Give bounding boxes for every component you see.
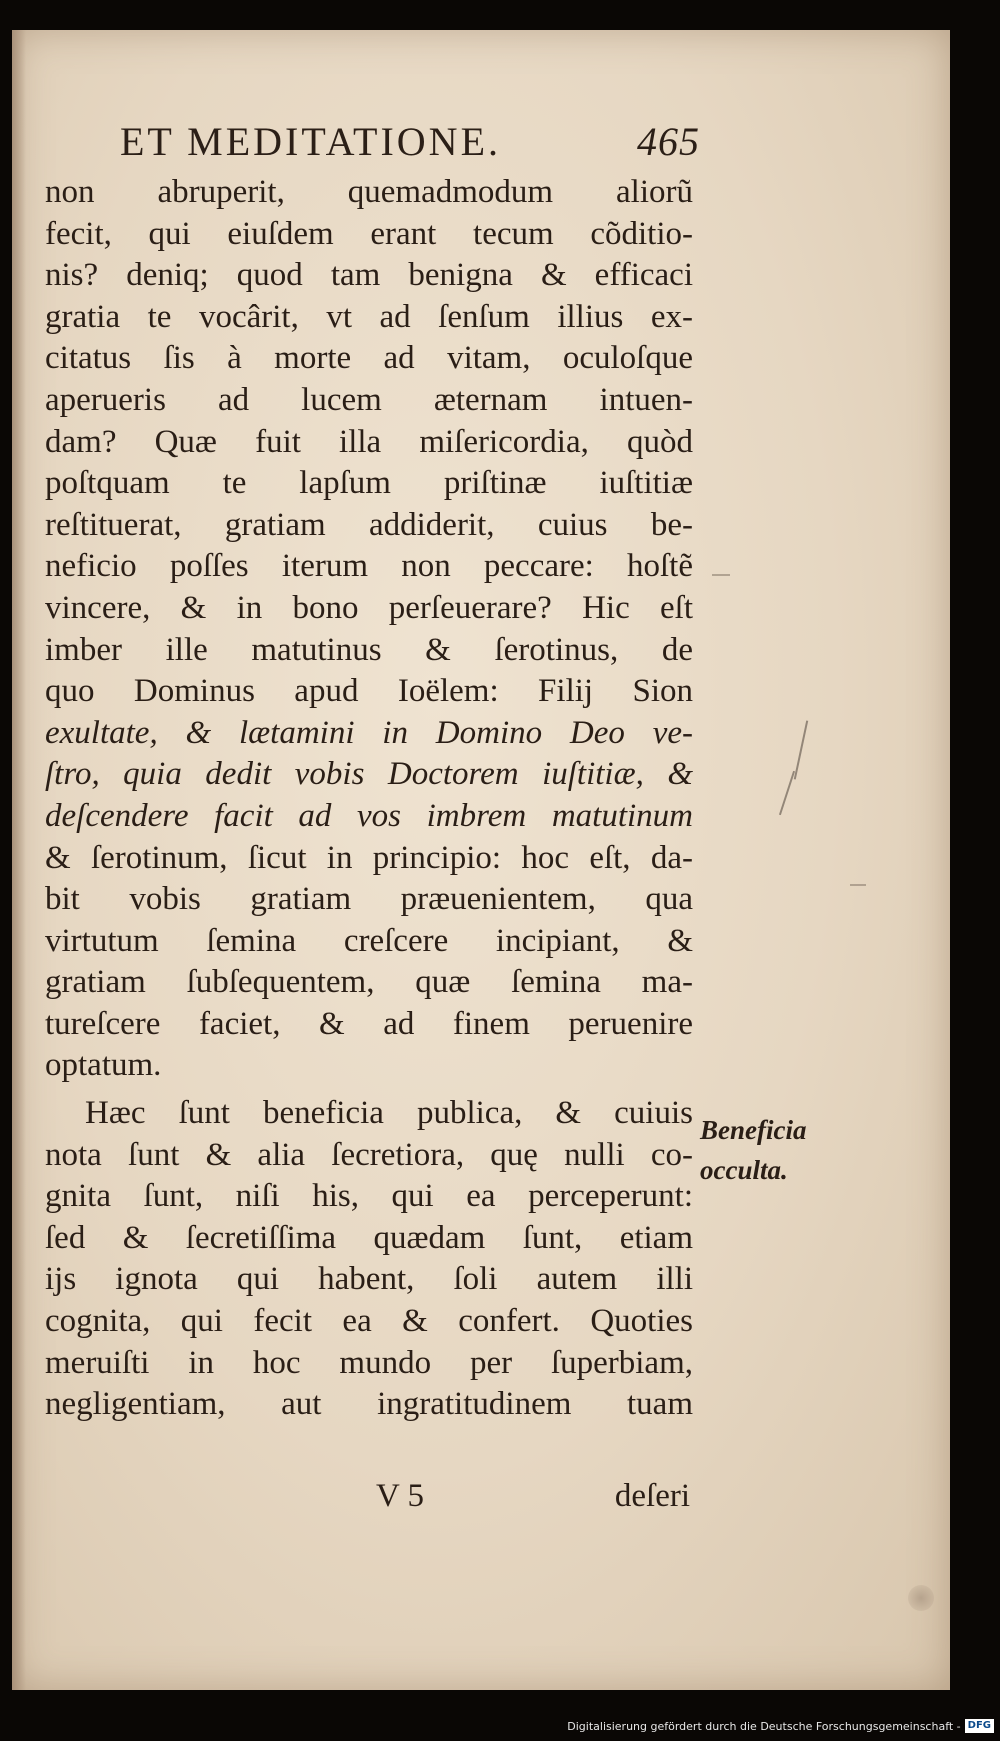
text-line: imber ille matutinus & ſerotinus, de bbox=[45, 631, 693, 668]
text-line: vincere, & in bono perſeuerare? Hic eſt bbox=[45, 589, 693, 626]
text-line: bit vobis gratiam præuenientem, qua bbox=[45, 881, 693, 918]
digitization-credit bbox=[567, 1715, 994, 1737]
text-line: meruiſti in hoc mundo per ſuperbiam, bbox=[45, 1344, 693, 1381]
body-text bbox=[45, 172, 693, 1426]
text-line: aperueris ad lucem æternam intuen- bbox=[45, 381, 693, 418]
pencil-dash-mark bbox=[850, 884, 866, 886]
page-stain bbox=[908, 1585, 934, 1611]
text-line: ijs ignota qui habent, ſoli autem illi bbox=[45, 1261, 693, 1298]
pencil-dash-mark bbox=[712, 574, 730, 576]
marginal-note-line: occulta. bbox=[700, 1155, 788, 1185]
text-line: gratia te vocârit, vt ad ſenſum illius ex- bbox=[45, 298, 693, 335]
text-line: neficio poſſes iterum non peccare: hoſtẽ bbox=[45, 548, 693, 585]
text-line-quotation: deſcendere facit ad vos imbrem matutinum bbox=[45, 797, 693, 834]
credit-text: Digitalisierung gefördert durch die Deutsche Forschungsgemeinschaft - bbox=[567, 1719, 961, 1733]
text-line: cognita, qui fecit ea & confert. Quoties bbox=[45, 1303, 693, 1340]
signature-mark: V 5 bbox=[376, 1478, 424, 1514]
text-line: gnita ſunt, niſi his, qui ea perceperunt: bbox=[45, 1178, 693, 1215]
page-gutter-shadow bbox=[12, 30, 26, 1690]
text-line: tureſcere faciet, & ad finem peruenire bbox=[45, 1005, 693, 1042]
text-line: virtutum ſemina creſcere incipiant, & bbox=[45, 922, 693, 959]
text-line: negligentiam, aut ingratitudinem tuam bbox=[45, 1386, 693, 1423]
text-line-quotation: ſtro, quia dedit vobis Doctorem iuſtitiæ, & bbox=[45, 756, 693, 793]
running-head bbox=[120, 118, 700, 165]
text-line: optatum. bbox=[45, 1047, 162, 1084]
text-line: non abruperit, quemadmodum aliorũ bbox=[45, 174, 693, 210]
text-line: gratiam ſubſequentem, quæ ſemina ma- bbox=[45, 964, 693, 1001]
text-line: poſtquam te lapſum priſtinæ iuſtitiæ bbox=[45, 465, 693, 502]
text-line: quo Dominus apud Ioëlem: Filij Sion bbox=[45, 673, 693, 710]
text-line: dam? Quæ fuit illa miſericordia, quòd bbox=[45, 423, 693, 460]
text-line: & ſerotinum, ſicut in principio: hoc eſt, da- bbox=[45, 839, 693, 876]
text-line: nota ſunt & alia ſecretiora, quę nulli co- bbox=[45, 1136, 693, 1173]
text-line: reſtituerat, gratiam addiderit, cuius be- bbox=[45, 506, 693, 543]
catchword: deſeri bbox=[614, 1478, 690, 1514]
text-line-quotation: exultate, & lætamini in Domino Deo ve- bbox=[45, 714, 693, 751]
text-line-paragraph-start: Hæc ſunt beneficia publica, & cuiuis bbox=[85, 1095, 693, 1132]
text-line: nis? deniq; quod tam benigna & efficaci bbox=[45, 257, 693, 294]
text-line: citatus ſis à morte ad vitam, oculoſque bbox=[45, 340, 693, 377]
marginal-note-line: Beneficia bbox=[700, 1115, 807, 1145]
marginal-note bbox=[700, 1110, 860, 1190]
text-line: ſed & ſecretiſſima quædam ſunt, etiam bbox=[45, 1219, 693, 1256]
running-head-title: ET MEDITATIONE. bbox=[120, 119, 501, 164]
page-number: 465 bbox=[637, 119, 700, 164]
dfg-logo: DFG bbox=[965, 1719, 994, 1733]
text-line: fecit, qui eiuſdem erant tecum cõditio- bbox=[45, 215, 693, 252]
